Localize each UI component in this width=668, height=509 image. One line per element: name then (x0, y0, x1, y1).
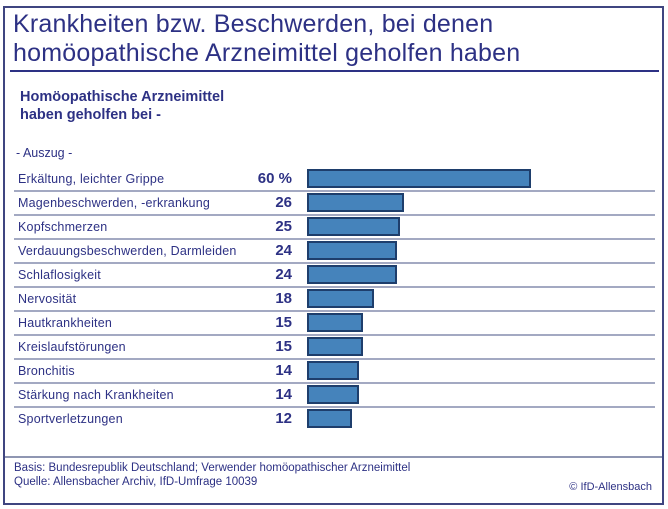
category-label: Erkältung, leichter Grippe (18, 172, 165, 186)
value-label: 60 % (257, 170, 292, 187)
bar (307, 169, 531, 188)
value-label: 24 (275, 266, 292, 283)
chart-row (14, 264, 655, 288)
footer-copyright-text: © IfD-Allensbach (569, 481, 652, 493)
value-label: 12 (275, 410, 292, 427)
bar (307, 241, 397, 260)
value-label: 25 (275, 218, 292, 235)
bar (307, 385, 359, 404)
category-label: Sportverletzungen (18, 412, 123, 426)
category-label: Nervosität (18, 292, 77, 306)
footer-basis-text: Basis: Bundesrepublik Deutschland; Verwender homöopathischer Arzneimittel (14, 462, 411, 474)
category-label: Bronchitis (18, 364, 75, 378)
chart-row (14, 360, 655, 384)
value-label: 26 (275, 194, 292, 211)
chart-row (14, 408, 655, 432)
page-title (13, 10, 653, 68)
category-label: Stärkung nach Krankheiten (18, 388, 174, 402)
chart-row (14, 288, 655, 312)
bar (307, 313, 363, 332)
category-label: Magenbeschwerden, -erkrankung (18, 196, 211, 210)
bar (307, 409, 352, 428)
page-title-line2: homöopathische Arzneimittel geholfen haben (13, 39, 521, 67)
bar (307, 217, 400, 236)
chart-subtitle-line1: Homöopathische Arzneimittel (20, 89, 225, 105)
excerpt-note: - Auszug - (16, 146, 73, 160)
value-label: 14 (275, 386, 292, 403)
value-label: 24 (275, 242, 292, 259)
chart-row (14, 168, 655, 192)
category-label: Schlaflosigkeit (18, 268, 101, 282)
chart-rows (14, 168, 655, 432)
value-label: 15 (275, 338, 292, 355)
chart-subtitle-line2: haben geholfen bei - (20, 107, 161, 123)
bar (307, 265, 397, 284)
value-label: 14 (275, 362, 292, 379)
value-label: 15 (275, 314, 292, 331)
bar (307, 289, 374, 308)
chart-row (14, 336, 655, 360)
value-label: 18 (275, 290, 292, 307)
page-title-line1: Krankheiten bzw. Beschwerden, bei denen (13, 10, 494, 38)
title-underline (10, 70, 659, 72)
bar (307, 361, 359, 380)
chart-row (14, 240, 655, 264)
chart-row (14, 192, 655, 216)
footer-source-text: Quelle: Allensbacher Archiv, IfD-Umfrage 10039 (14, 476, 258, 488)
chart-row (14, 216, 655, 240)
footer-divider (5, 456, 662, 458)
chart-row (14, 312, 655, 336)
bar (307, 337, 363, 356)
category-label: Kopfschmerzen (18, 220, 108, 234)
category-label: Verdauungsbeschwerden, Darmleiden (18, 244, 237, 258)
chart-row (14, 384, 655, 408)
chart-subtitle (20, 88, 224, 124)
bar (307, 193, 404, 212)
category-label: Hautkrankheiten (18, 316, 113, 330)
category-label: Kreislaufstörungen (18, 340, 126, 354)
